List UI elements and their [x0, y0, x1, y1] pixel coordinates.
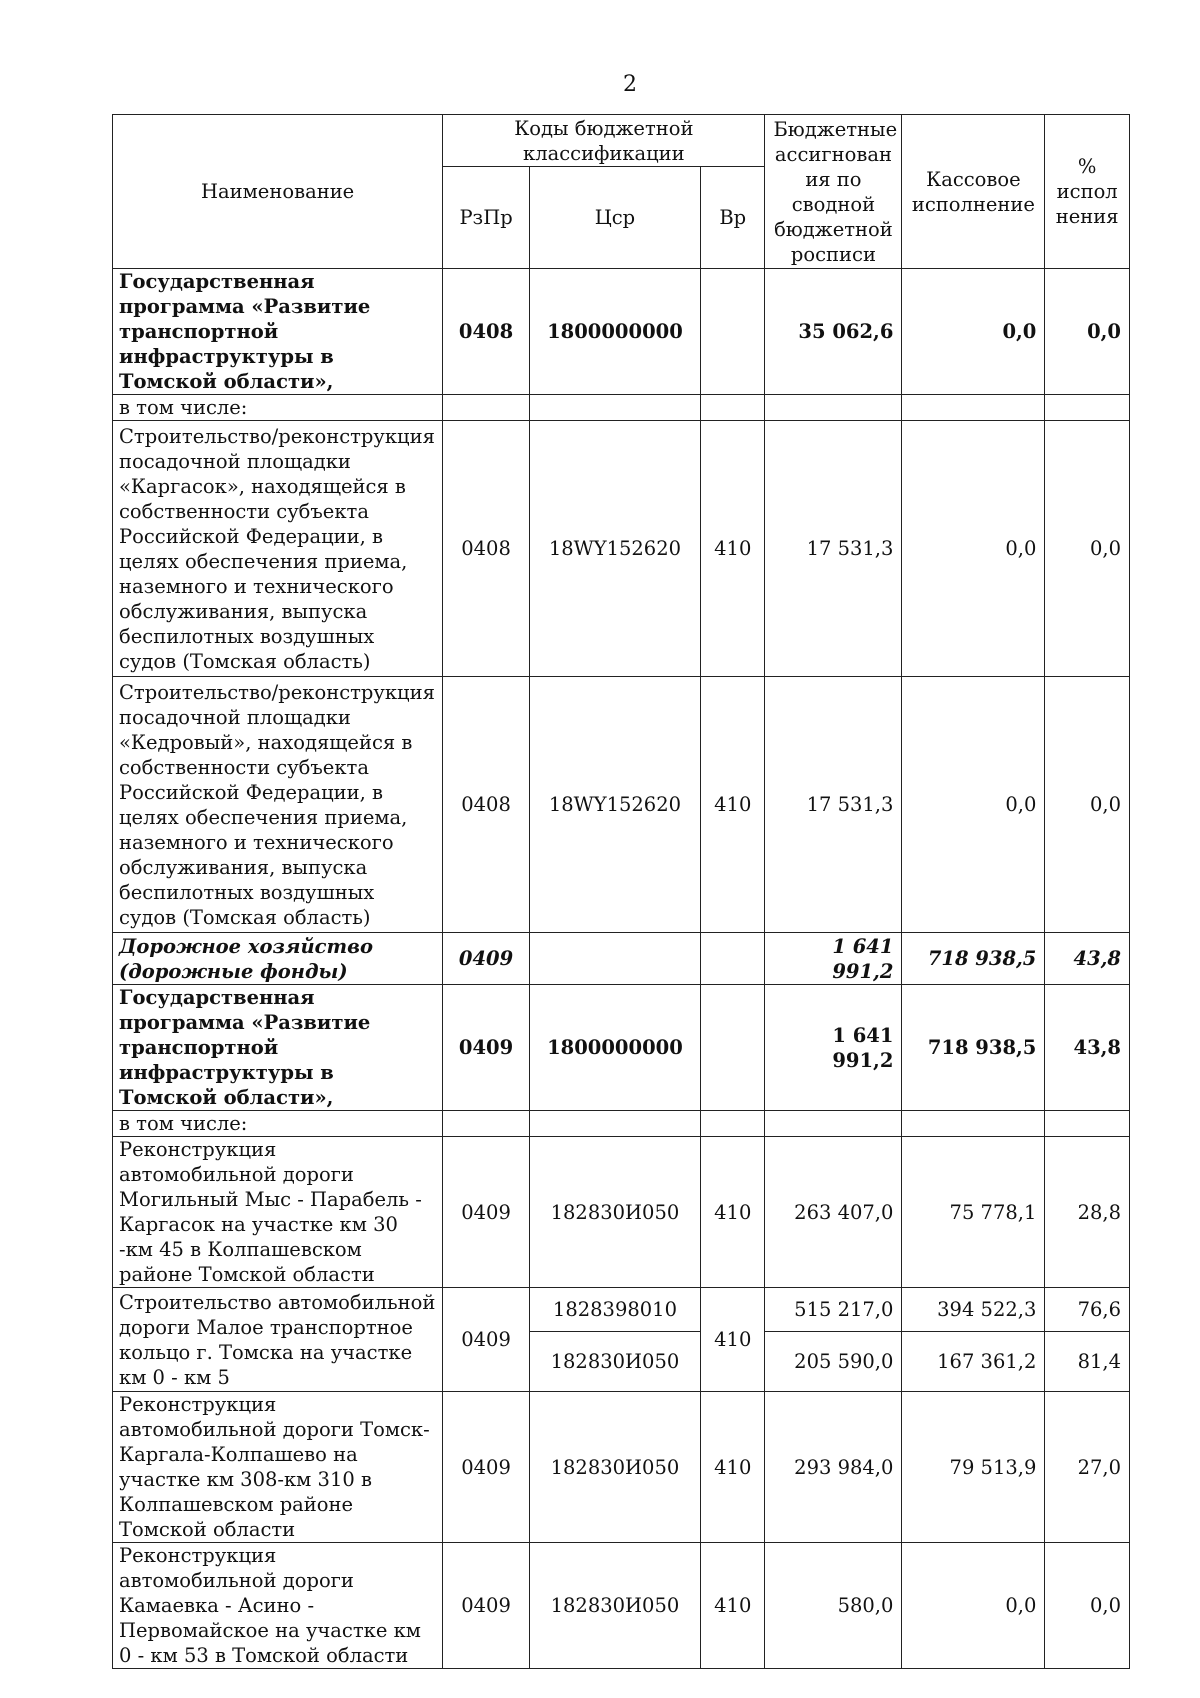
row-rzpr: 0409 — [443, 985, 530, 1111]
row-cash: 79 513,9 — [902, 1392, 1045, 1543]
col-budget-header: Бюджетные ассигнован ия по сводной бюджетной росписи — [765, 115, 902, 269]
row-budget: 515 217,0 — [765, 1288, 902, 1332]
table-row — [113, 269, 1130, 395]
row-cash: 394 522,3 — [902, 1288, 1045, 1332]
row-cash — [902, 395, 1045, 421]
table-row — [113, 421, 1130, 677]
row-cash — [902, 1111, 1045, 1137]
row-vr: 410 — [701, 1137, 765, 1288]
row-name: Реконструкция автомобильной дороги Томск-Каргала-Колпашево на участке км 308-км 310 в Колпашевском районе Томской области — [113, 1392, 443, 1543]
row-budget: 263 407,0 — [765, 1137, 902, 1288]
row-csr: 182830И050 — [529, 1332, 700, 1392]
col-vr-header: Вр — [701, 167, 765, 269]
row-csr: 182830И050 — [529, 1543, 700, 1669]
row-budget: 35 062,6 — [765, 269, 902, 395]
row-budget: 17 531,3 — [765, 677, 902, 933]
row-name: в том числе: — [113, 395, 443, 421]
row-rzpr: 0408 — [443, 269, 530, 395]
row-percent: 0,0 — [1045, 1543, 1130, 1669]
row-percent: 76,6 — [1045, 1288, 1130, 1332]
row-csr — [529, 395, 700, 421]
row-vr: 410 — [701, 421, 765, 677]
row-cash: 75 778,1 — [902, 1137, 1045, 1288]
row-vr — [701, 985, 765, 1111]
row-name: Строительство автомобильной дороги Малое транспортное кольцо г. Томска на участке км 0 - км 5 — [113, 1288, 443, 1392]
row-percent: 28,8 — [1045, 1137, 1130, 1288]
col-rzpr-header: РзПр — [443, 167, 530, 269]
row-vr — [701, 269, 765, 395]
row-cash: 718 938,5 — [902, 985, 1045, 1111]
row-rzpr: 0409 — [443, 1288, 530, 1392]
row-budget: 1 641 991,2 — [765, 985, 902, 1111]
row-budget — [765, 395, 902, 421]
row-rzpr: 0409 — [443, 933, 530, 985]
table-row — [113, 933, 1130, 985]
row-csr: 182830И050 — [529, 1392, 700, 1543]
col-percent-header: % испол нения — [1045, 115, 1130, 269]
budget-table — [112, 114, 1130, 1669]
row-percent: 0,0 — [1045, 421, 1130, 677]
col-cash-header: Кассовое исполнение — [902, 115, 1045, 269]
row-cash: 0,0 — [902, 269, 1045, 395]
table-row — [113, 1392, 1130, 1543]
table-row — [113, 985, 1130, 1111]
row-cash: 0,0 — [902, 421, 1045, 677]
row-name: Строительство/реконструкция посадочной площадки «Кедровый», находящейся в собственности субъекта Российской Федерации, в целях обеспечения приема, наземного и технического обслуживания, выпуска беспилотных воздушных судов (Томская область) — [113, 677, 443, 933]
table-row — [113, 1111, 1130, 1137]
row-cash: 718 938,5 — [902, 933, 1045, 985]
row-name: Реконструкция автомобильной дороги Камаевка - Асино - Первомайское на участке км 0 - км 53 в Томской области — [113, 1543, 443, 1669]
row-vr: 410 — [701, 1288, 765, 1392]
table-row — [113, 395, 1130, 421]
row-percent: 43,8 — [1045, 933, 1130, 985]
row-csr: 18WY152620 — [529, 421, 700, 677]
row-csr: 1800000000 — [529, 985, 700, 1111]
row-budget: 205 590,0 — [765, 1332, 902, 1392]
row-percent: 0,0 — [1045, 677, 1130, 933]
row-vr — [701, 1111, 765, 1137]
row-percent: 0,0 — [1045, 269, 1130, 395]
col-name-header: Наименование — [113, 115, 443, 269]
row-vr: 410 — [701, 1543, 765, 1669]
row-budget — [765, 1111, 902, 1137]
row-percent: 43,8 — [1045, 985, 1130, 1111]
row-name: Дорожное хозяйство (дорожные фонды) — [113, 933, 443, 985]
row-name: Государственная программа «Развитие транспортной инфраструктуры в Томской области», — [113, 985, 443, 1111]
row-rzpr: 0408 — [443, 677, 530, 933]
table-row — [113, 1288, 1130, 1332]
col-codes-header: Коды бюджетной классификации — [443, 115, 765, 167]
row-budget: 17 531,3 — [765, 421, 902, 677]
row-csr — [529, 933, 700, 985]
row-csr: 1800000000 — [529, 269, 700, 395]
table-row — [113, 1543, 1130, 1669]
row-percent: 81,4 — [1045, 1332, 1130, 1392]
row-rzpr: 0409 — [443, 1392, 530, 1543]
row-csr: 182830И050 — [529, 1137, 700, 1288]
page-number: 2 — [623, 72, 637, 97]
row-budget: 580,0 — [765, 1543, 902, 1669]
row-name: Государственная программа «Развитие транспортной инфраструктуры в Томской области», — [113, 269, 443, 395]
header-row — [113, 115, 1130, 167]
row-name: Строительство/реконструкция посадочной площадки «Каргасок», находящейся в собственности субъекта Российской Федерации, в целях обеспечения приема, наземного и технического обслуживания, выпуска беспилотных воздушных судов (Томская область) — [113, 421, 443, 677]
row-rzpr — [443, 395, 530, 421]
row-csr: 18WY152620 — [529, 677, 700, 933]
row-vr: 410 — [701, 677, 765, 933]
row-name: Реконструкция автомобильной дороги Могильный Мыс - Парабель - Каргасок на участке км 30 -км 45 в Колпашевском районе Томской области — [113, 1137, 443, 1288]
row-rzpr: 0408 — [443, 421, 530, 677]
row-csr: 1828398010 — [529, 1288, 700, 1332]
row-rzpr: 0409 — [443, 1543, 530, 1669]
row-name: в том числе: — [113, 1111, 443, 1137]
row-percent — [1045, 1111, 1130, 1137]
row-budget: 293 984,0 — [765, 1392, 902, 1543]
col-csr-header: Цср — [529, 167, 700, 269]
row-percent: 27,0 — [1045, 1392, 1130, 1543]
row-vr: 410 — [701, 1392, 765, 1543]
row-cash: 0,0 — [902, 1543, 1045, 1669]
row-cash: 0,0 — [902, 677, 1045, 933]
table-row — [113, 677, 1130, 933]
row-rzpr: 0409 — [443, 1137, 530, 1288]
table-row — [113, 1137, 1130, 1288]
row-vr — [701, 395, 765, 421]
row-rzpr — [443, 1111, 530, 1137]
row-budget: 1 641 991,2 — [765, 933, 902, 985]
row-percent — [1045, 395, 1130, 421]
row-vr — [701, 933, 765, 985]
row-csr — [529, 1111, 700, 1137]
row-cash: 167 361,2 — [902, 1332, 1045, 1392]
